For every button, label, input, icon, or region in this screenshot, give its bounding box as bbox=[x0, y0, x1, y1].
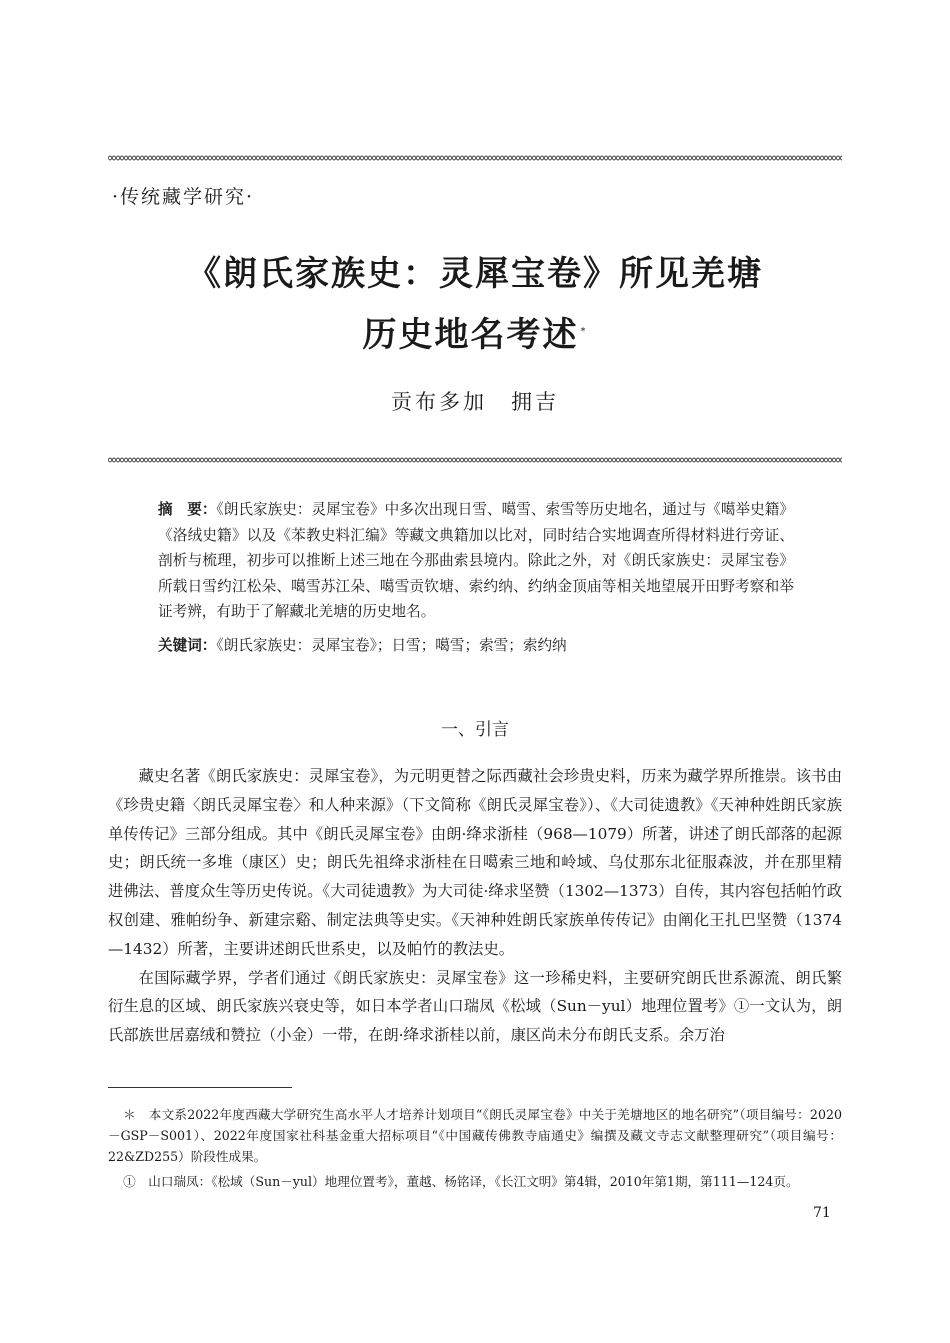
ornamental-divider-middle bbox=[108, 455, 842, 465]
article-title-line-2-text: 历史地名考述 bbox=[362, 315, 579, 355]
body-text bbox=[108, 762, 842, 1050]
article-title-line-1: 《朗氏家族史：灵犀宝卷》所见羌塘 bbox=[187, 254, 763, 294]
title-footnote-marker: * bbox=[580, 325, 588, 337]
body-paragraph: 藏史名著《朗氏家族史：灵犀宝卷》，为元明更替之际西藏社会珍贵史料，历来为藏学界所推崇。该书由《珍贵史籍〈朗氏灵犀宝卷〉和人种来源》（下文简称《朗氏灵犀宝卷》）、《大司徒遗教》《天神种姓朗氏家族单传传记》三部分组成。其中《朗氏灵犀宝卷》由朗·绛求浙桂（968—1079）所著，讲述了朗氏部落的起源史；朗氏统一多堆（康区）史；朗氏先祖绛求浙桂在日噶索三地和岭域、乌仗那东北征服森波，并在那里精进佛法、普度众生等历史传说。《大司徒遗教》为大司徒·绛求坚赞（1302—1373）自传，其内容包括帕竹政权创建、雅帕纷争、新建宗谿、制定法典等史实。《天神种姓朗氏家族单传传记》由阐化王扎巴坚赞（1374—1432）所著，主要讲述朗氏世系史，以及帕竹的教法史。 bbox=[108, 767, 842, 958]
section-tag: ·传统藏学研究· bbox=[112, 186, 255, 208]
footnotes bbox=[108, 1104, 842, 1192]
abstract-label: 摘 要： bbox=[158, 501, 217, 518]
keywords bbox=[158, 634, 794, 658]
abstract bbox=[158, 497, 794, 625]
keywords-label: 关键词： bbox=[158, 637, 217, 654]
footnote-funding: ＊ 本文系2022年度西藏大学研究生高水平人才培养计划项目“《朗氏灵犀宝卷》中关于羌塘地区的地名研究”（项目编号：2020－GSP－S001）、2022年度国家社科基金重大招标项目“《中国藏传佛教寺庙通史》编撰及藏文寺志文献整理研究”（项目编号：22&ZD255）阶段性成果。 bbox=[108, 1107, 842, 1164]
section-heading-introduction: 一、引言 bbox=[441, 720, 509, 740]
article-title-line-2 bbox=[0, 307, 950, 356]
keywords-text: 《朗氏家族史：灵犀宝卷》；日雪；噶雪；索雪；索约纳 bbox=[216, 637, 567, 654]
footnote-1: ① 山口瑞凤：《松域（Sun－yul）地理位置考》，董越、杨铭译，《长江文明》第4辑，2010年第1期，第111—124页。 bbox=[123, 1174, 799, 1189]
footnote-rule bbox=[108, 1087, 292, 1088]
ornamental-divider-top bbox=[108, 153, 842, 163]
abstract-text: 《朗氏家族史：灵犀宝卷》中多次出现日雪、噶雪、索雪等历史地名，通过与《噶举史籍》《洛绒史籍》以及《苯教史料汇编》等藏文典籍加以比对，同时结合实地调查所得材料进行旁证、剖析与梳理，初步可以推断上述三地在今那曲索县境内。除此之外，对《朗氏家族史：灵犀宝卷》所载日雪约江松朵、噶雪苏江朵、噶雪贡钦塘、索约纳、约纳金顶庙等相关地望展开田野考察和举证考辨，有助于了解藏北羌塘的历史地名。 bbox=[158, 501, 794, 621]
page-number: 71 bbox=[813, 1205, 831, 1221]
body-paragraph: 在国际藏学界，学者们通过《朗氏家族史：灵犀宝卷》这一珍稀史料，主要研究朗氏世系源流、朗氏繁衍生息的区域、朗氏家族兴衰史等，如日本学者山口瑞凤《松域（Sun－yul）地理位置考》①一文认为，朗氏部族世居嘉绒和赞拉（小金）一带，在朗·绛求浙桂以前，康区尚未分布朗氏支系。余万治 bbox=[108, 968, 842, 1045]
authors: 贡布多加 拥吉 bbox=[391, 390, 559, 414]
